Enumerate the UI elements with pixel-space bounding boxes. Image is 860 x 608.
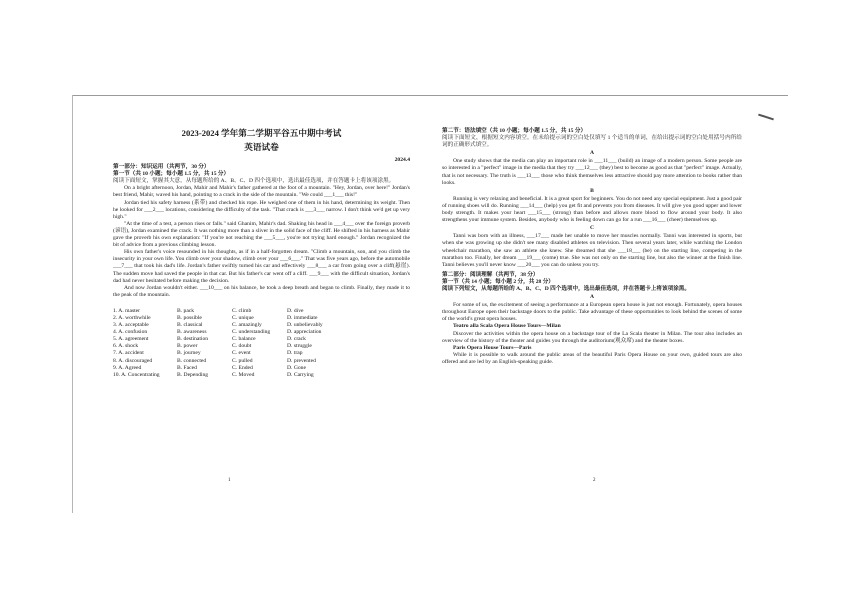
passage-letter: A: [589, 294, 595, 301]
option: C. unique: [232, 314, 254, 321]
option: D. dive: [287, 307, 304, 314]
option: B. destination: [177, 336, 209, 343]
scan-border-top: [72, 95, 788, 96]
option: B. possible: [177, 314, 202, 321]
section-three-heading: 第一节（共 14 小题；每小题 2 分，共 28 分）: [442, 278, 554, 285]
section-two-heading: 第二节：语法填空（共 10 小题；每小题 1.5 分，共 15 分）: [442, 128, 587, 134]
section-three-instructions: 阅读下列短文，从每题所给的 A、B、C、D 四个选项中，选出最佳选项，并在答题卡上将该项涂黑。: [442, 285, 690, 292]
page-number: 1: [228, 478, 231, 483]
option: 4. A. confusion: [113, 329, 148, 336]
option: B. classical: [177, 322, 203, 329]
option: D. trap: [287, 350, 303, 357]
option: B. connected: [177, 357, 207, 364]
option: 6. A. shock: [113, 343, 139, 350]
option: C. understanding: [232, 329, 271, 336]
grammar-passage-b: Running is very relaxing and beneficial. It is a great sport for beginners. You do not need any special equipment. Just a good pair of running shoes will do. Running ___14___ (help) you get fit and prevents you from diseases. It will give you good upper and lower body strength. It makes your heart ___15___ (strong) than before and allows more blood to flow around your body. It also strengthens your immune system. Besides, anybody who is feeling down can go for a run ___16___ (cheer) themselves up.: [442, 195, 742, 224]
option: 2. A. worthwhile: [113, 314, 151, 321]
option: D. prevented: [287, 357, 316, 364]
passage-letter: B: [590, 187, 594, 194]
option: 5. A. agreement: [113, 336, 149, 343]
grammar-passage-a: One study shows that the media can play an important role in ___11___ (build) an image of a modern person. Some people are so interested in a "perfect" image in the media that they try ___12___ (they) best to become as good as that "perfect" image. Actually, that is not necessary. The truth is ___13___ those who think themselves less attractive should pay more attention to books rather than looks.: [442, 158, 742, 186]
scan-border-left: [72, 95, 73, 513]
left-page: [113, 128, 410, 379]
option: D. appreciation: [287, 329, 322, 336]
option: B. Depending: [177, 371, 209, 378]
option: C. climb: [232, 307, 252, 314]
option: C. Moved: [232, 371, 255, 378]
option: D. unbelievably: [287, 322, 323, 329]
pen-mark: [758, 114, 774, 121]
option: B. power: [177, 343, 198, 350]
section-two-instructions: 阅读下面短文，根据短文内容填空。在未给提示词的空白处仅填写 1 个适当的单词，在给出提示词的空白处用括号内所给词的正确形式填空。: [442, 135, 742, 149]
option: D. struggle: [287, 343, 312, 350]
option: C. event: [232, 350, 251, 357]
option: D. Carrying: [287, 371, 314, 378]
option: B. pack: [177, 307, 195, 314]
option: 1. A. master: [113, 307, 141, 314]
section-one-heading: 第一节（共 10 小题；每小题 1.5 分，共 15 分）: [113, 171, 230, 178]
option: 8. A. discouraged: [113, 357, 153, 364]
cloze-paragraph: His own father's voice resounded in his thoughts, as if in a half-forgotten dream. "Climb a mountain, son, and you climb the insecurity in your own life. You climb over your shadow, climb over your ___6___." That was five years ago, before the automobile ___7___ that took his dad's life. Jordan's father swiftly turned his car and effectively ___8___ a car from going over a cliff(悬崖). The sudden move had saved the people in that car. But his father's car went off a cliff. ___9___ with the difficult situation, Jordan's dad had never hesitated before making the decision.: [113, 249, 410, 284]
option: 7. A. accident: [113, 350, 144, 357]
section-one-instructions: 阅读下面短文，掌握其大意，从每题所给的 A、B、C、D 四个选项中，选出最佳选项，并在答题卡上将该项涂黑。: [113, 178, 395, 185]
tour-heading-milan: Teatro alla Scala Opera House Tours—Milan: [453, 323, 561, 330]
option: B. Faced: [177, 364, 197, 371]
right-page: [442, 128, 742, 366]
answer-options: [113, 308, 410, 379]
option: 10. A. Concentrating: [113, 371, 160, 378]
option: 9. A. Agreed: [113, 364, 142, 371]
reading-passage: While it is possible to walk around the public areas of the beautiful Paris Opera House on your own, guided tours are also offered and are led by an English-speaking guide.: [442, 351, 742, 365]
option: C. doubt: [232, 343, 252, 350]
cloze-paragraph: Jordan tied his safety harness (系带) and checked his rope. He weighed one of them in his hand, determining its weight. Then he looked for ___2___ locations, considering the difficulty of the task. "That crack is ___3___ narrow. I don't think we'd get up very high.": [113, 199, 410, 220]
option: D. crack: [287, 336, 306, 343]
part-one-heading: 第一部分：知识运用（共两节，30 分）: [113, 164, 210, 171]
exam-date: 2024.4: [394, 157, 410, 163]
tour-heading-paris: Paris Opera House Tours—Paris: [453, 344, 532, 351]
grammar-passage-c: Tanni was born with an illness, ___17___ made her unable to move her muscles normally. Tanni was interested in sports, but when she was growing up she didn't see many disabled athletes on television. Then several years later, while watching the London wheelchair marathon, she saw an athlete she knew. She dreamed that she ___18___ (be) on the starting line, competing in the marathon too. Finally, her dream ___19___ (come) true. She was not only on the starting line, but also the winner at the finish line. Tanni believes you'll never know ___20___ you can do unless you try.: [442, 233, 742, 268]
option: 3. A. acceptable: [113, 322, 149, 329]
option: C. Ended: [232, 364, 253, 371]
option: B. journey: [177, 350, 201, 357]
reading-passage: Discover the activities within the opera house on a backstage tour of the La Scala theater in Milan. The tour also includes an overview of the history of the theater and guides you through the auditorium(观众席) and the theater boxes.: [442, 330, 742, 344]
exam-subtitle: 英语试卷: [244, 142, 279, 152]
option: D. immediate: [287, 314, 318, 321]
exam-title: 2023-2024 学年第二学期平谷五中期中考试: [181, 128, 342, 138]
option: C. balance: [232, 336, 256, 343]
option: C. amazingly: [232, 322, 262, 329]
cloze-paragraph: On a bright afternoon, Jordan, Mahir and Mahir's father gathered at the foot of a mountain. "Hey, Jordan, over here!" Jordan's best friend, Mahir, waved his hand, pointing to a crack in the side of the mountain. "We could ___1___ this!": [113, 185, 410, 199]
option: D. Gone: [287, 364, 306, 371]
cloze-paragraph: "At the time of a test, a person rises or falls." said Ghanim, Mahir's dad. Shaking his head in ___4___ over the foreign proverb (谚语), Jordan examined the crack. It was nothing more than a sliver in the solid face of the cliff. He shifted in his harness as Mahir gave the proverb his own explanation: "If you're not reaching the ___5___, you're not trying hard enough." Jordan recognized the bit of advice from a previous climbing lesson.: [113, 220, 410, 249]
passage-letter: C: [589, 225, 595, 232]
part-two-heading: 第二部分：阅读理解（共两节，38 分）: [442, 271, 539, 278]
option: B. awareness: [177, 329, 207, 336]
reading-passage: For some of us, the excitement of seeing a performance at a European opera house is just not enough. Fortunately, opera houses throughout Europe open their backstage doors to the public. Take advantage of these opportunities to look behind the scenes of some of the world's great opera houses.: [442, 302, 742, 323]
passage-letter: A: [589, 150, 595, 157]
option: C. pulled: [232, 357, 253, 364]
page-number: 2: [593, 478, 596, 483]
cloze-paragraph: And now Jordan wouldn't either. ___10___ on his balance, he took a deep breath and began to climb. Finally, they made it to the peak of the mountain.: [113, 284, 410, 298]
